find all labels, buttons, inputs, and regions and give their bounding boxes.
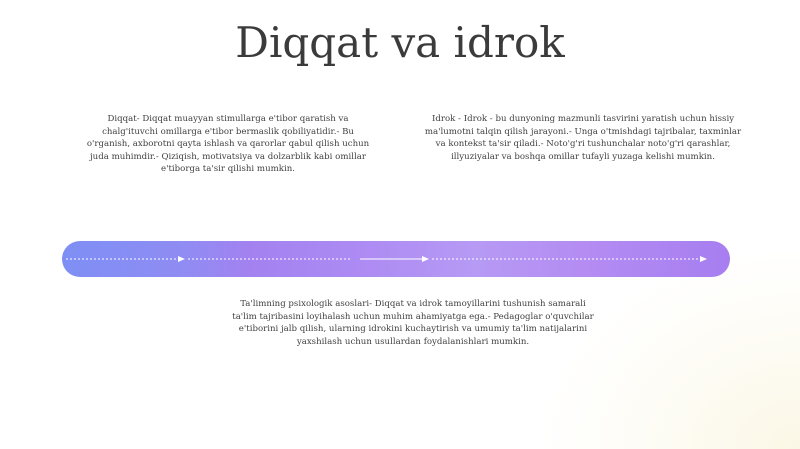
timeline-arrows (62, 241, 730, 277)
attention-text-block: Diqqat- Diqqat muayyan stimullarga e'tibor qaratish va chalg'ituvchi omillarga e'tibor bermaslik qobiliyatidir.- Bu o'rganish, axborotni qayta ishlash va qarorlar qabul qilish uchun juda muhimdir.- Qiziqish, motivatsiya va dolzarblik kabi omillar e'tiborga ta'sir qilishi mumkin. (86, 114, 370, 175)
timeline-arrow-head-3 (700, 256, 707, 262)
perception-text-block: Idrok - Idrok - bu dunyoning mazmunli tasvirini yaratish uchun hissiy ma'lumotni talqin qilish jarayoni.- Unga o'tmishdagi tajribalar, taxminlar va kontekst ta'sir qiladi.- Noto'g'ri tushunchalar noto'g'ri qarashlar, illyuziyalar va boshqa omillar tufayli yuzaga kelishi mumkin. (424, 114, 742, 162)
timeline-arrow-head-2 (422, 256, 429, 262)
educational-psychology-text-block: Ta'limning psixologik asoslari- Diqqat va idrok tamoyillarini tushunish samarali ta'lim tajribasini loyihalash uchun muhim ahamiyatga ega.- Pedagoglar o'quvchilar e'tiborini jalb qilish, ularning idrokini kuchaytirish va umumiy ta'lim natijalarini yaxshilash uchun usullardan foydalanishlari mumkin. (232, 299, 594, 347)
timeline-bar (62, 241, 730, 277)
timeline-arrow-head-1 (178, 256, 185, 262)
slide-title: Diqqat va idrok (235, 18, 565, 67)
